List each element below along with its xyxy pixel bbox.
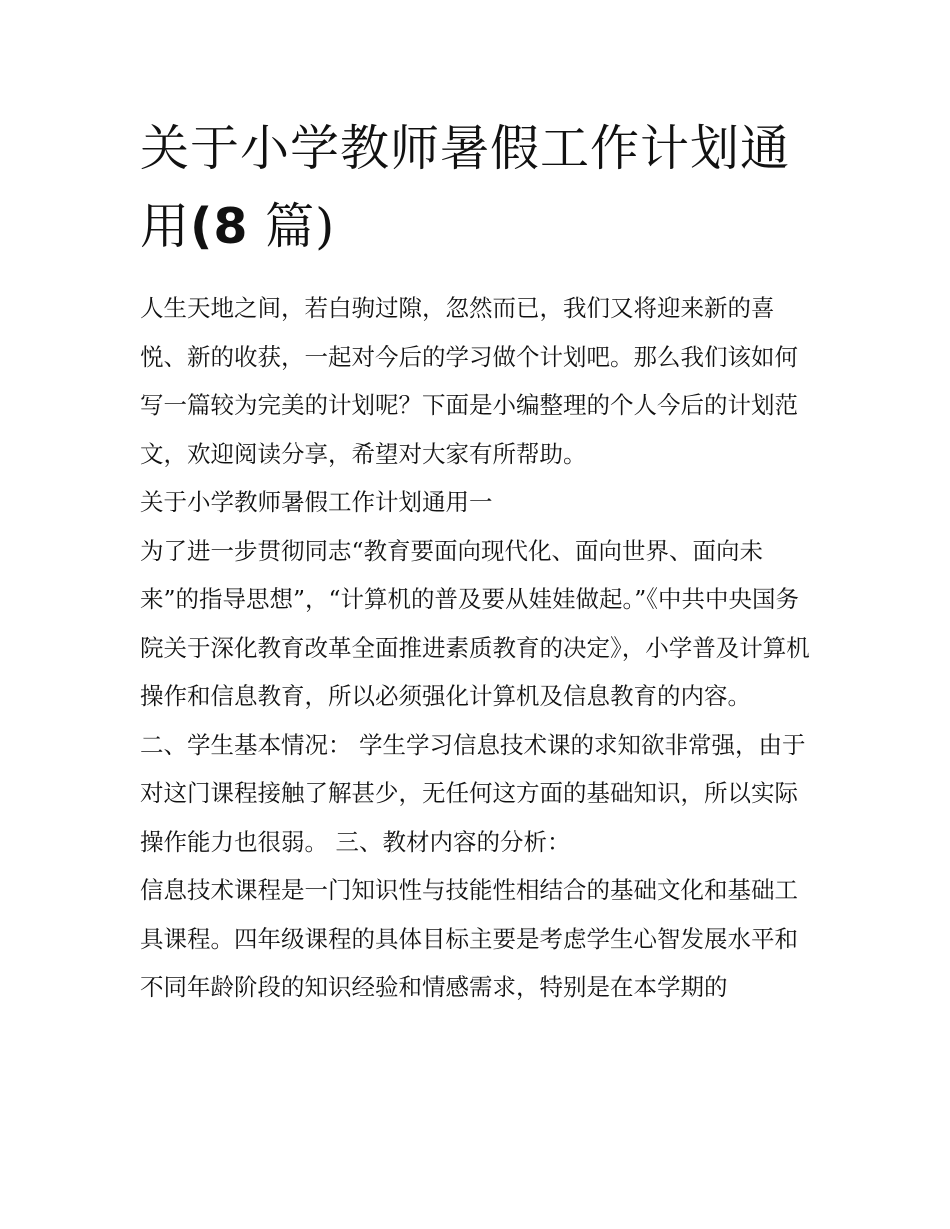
document-page: [140, 0, 816, 1229]
section-heading: 关于小学教师暑假工作计划通用一: [140, 488, 493, 516]
document-body: [140, 284, 816, 1012]
title-suffix: 篇): [265, 198, 336, 255]
intro-paragraph: 人生天地之间，若白驹过隙，忽然而已，我们又将迎来新的喜悦、新的收获，一起对今后的学习做个计划吧。那么我们该如何写一篇较为完美的计划呢？下面是小编整理的个人今后的计划范文，欢迎阅读分享，希望对大家有所帮助。: [140, 294, 798, 468]
student-situation-paragraph: 二、学生基本情况： 学生学习信息技术课的求知欲非常强，由于对这门课程接触了解甚少，无任何这方面的基础知识，所以实际操作能力也很弱。 三、教材内容的分析：: [140, 730, 806, 856]
curriculum-paragraph: 信息技术课程是一门知识性与技能性相结合的基础文化和基础工具课程。四年级课程的具体目标主要是考虑学生心智发展水平和不同年龄阶段的知识经验和情感需求，特别是在本学期的: [140, 876, 798, 1001]
guidance-paragraph: 为了进一步贯彻同志“教育要面向现代化、面向世界、面向未来”的指导思想”，“计算机的普及要从娃娃做起。”《中共中央国务院关于深化教育改革全面推进素质教育的决定》，小学普及计算机操作和信息教育，所以必须强化计算机及信息教育的内容。: [140, 536, 810, 710]
document-title: [140, 0, 816, 266]
title-text: 关于小学教师暑假工作计划通用: [140, 120, 791, 255]
title-count: (8: [190, 198, 249, 255]
